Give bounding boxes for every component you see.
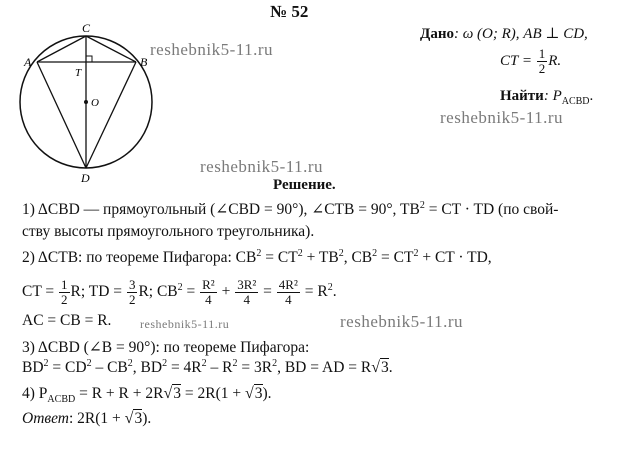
watermark: reshebnik5-11.ru	[340, 312, 464, 331]
fraction	[235, 278, 258, 307]
text: – CB	[91, 359, 128, 377]
given-ct	[500, 47, 561, 76]
frac-num: 4R²	[278, 277, 298, 292]
text: , CB	[343, 249, 373, 267]
sqrt-sign: √	[244, 385, 254, 402]
exp: 2	[201, 358, 207, 369]
exp: 2	[338, 248, 344, 259]
fraction	[127, 278, 138, 307]
text: ).	[262, 385, 272, 402]
text: = 2R(1 +	[181, 385, 245, 402]
frac-den: 4	[243, 292, 250, 307]
frac-den: 4	[205, 292, 212, 307]
subscript: ACBD	[47, 394, 76, 406]
text: : 2R(1 +	[68, 410, 125, 427]
solution-line-5: 3) ΔCBD (∠B = 90°): по теореме Пифагора:	[22, 339, 310, 356]
exp: 2	[272, 358, 278, 369]
text: =	[259, 283, 276, 301]
exp: 2	[127, 358, 133, 369]
text: 4) P	[22, 385, 48, 402]
given-text: : ω (O; R), AB ⊥ CD,	[453, 26, 588, 42]
right-angle-mark	[86, 56, 92, 62]
sqrt-arg: 3	[173, 385, 181, 402]
label-o: O	[91, 97, 99, 109]
label-t: T	[75, 67, 82, 79]
exp: 2	[256, 248, 262, 259]
solution-line-2	[22, 248, 492, 267]
exp: 2	[232, 358, 238, 369]
sqrt-sign: √	[124, 410, 134, 427]
label-d: D	[81, 171, 90, 185]
frac-den: 2	[61, 292, 68, 307]
sqrt-sign: √	[163, 385, 173, 402]
exp: 2	[43, 358, 49, 369]
label-b: B	[140, 55, 148, 69]
text: .	[388, 359, 393, 377]
frac-den: 4	[285, 292, 292, 307]
ct-prefix: CT =	[500, 52, 536, 69]
frac-num: 3	[128, 277, 136, 292]
exp: 2	[372, 248, 378, 259]
segment-ac	[37, 36, 86, 62]
solution-line-1b: ству высоты прямоугольного треугольника).	[22, 223, 315, 240]
text: R; TD =	[70, 283, 126, 301]
text: R; CB	[138, 283, 178, 301]
text: +	[217, 283, 235, 301]
center-point	[84, 100, 88, 104]
text: ).	[142, 410, 152, 427]
text: .	[332, 283, 337, 301]
solution-line-1	[22, 200, 558, 219]
sqrt-arg: 3	[254, 385, 263, 402]
text: = 4R	[167, 359, 202, 377]
watermark: reshebnik5-11.ru	[140, 317, 230, 331]
label-c: C	[82, 21, 91, 35]
watermark: reshebnik5-11.ru	[440, 108, 564, 127]
exp: 2	[177, 281, 183, 293]
text: = 3R	[237, 359, 273, 377]
text: =	[182, 283, 200, 301]
exp: 2	[86, 358, 92, 369]
ct-suffix: R.	[548, 52, 562, 69]
geometry-figure	[18, 20, 158, 190]
frac-den: 2	[128, 292, 136, 307]
problem-number: № 52	[270, 2, 309, 21]
answer-line	[22, 410, 151, 428]
find-label: Найти	[500, 88, 544, 104]
text: BD	[22, 359, 44, 377]
text: 1) ΔCBD — прямоугольный (∠CBD = 90°), ∠CTB = 90°, TB	[22, 201, 420, 219]
solution-line-4: AC = CB = R.	[22, 312, 112, 329]
find-end: .	[589, 88, 594, 104]
watermark: reshebnik5-11.ru	[150, 40, 274, 59]
sqrt-arg: 3	[381, 359, 389, 377]
text: = CT · TD (по свой-	[424, 201, 559, 219]
solution-line-6	[22, 358, 393, 377]
text: , BD	[132, 359, 163, 377]
text: , BD = AD = R	[277, 359, 372, 377]
exp: 2	[162, 358, 168, 369]
exp: 2	[419, 200, 425, 211]
find-text: : P	[543, 88, 562, 104]
text: = R	[300, 283, 328, 301]
frac-num: 1	[538, 46, 546, 61]
frac-num: 1	[61, 277, 68, 292]
frac-den: 2	[538, 61, 546, 76]
sqrt-sign: √	[371, 359, 381, 377]
solution-line-7	[22, 385, 272, 405]
text: = CT	[377, 249, 414, 267]
watermark: reshebnik5-11.ru	[200, 157, 324, 176]
text: = R + R + 2R	[75, 385, 164, 402]
given-block	[420, 24, 588, 43]
solution-heading: Решение.	[273, 177, 336, 193]
frac-num: 3R²	[237, 277, 257, 292]
text: + TB	[302, 249, 339, 267]
fraction	[277, 278, 300, 307]
find-block	[500, 88, 593, 107]
text: 2) ΔCTB: по теореме Пифагора: CB	[22, 249, 257, 267]
text: = CT	[261, 249, 298, 267]
text: + CT · TD,	[418, 249, 492, 267]
sqrt-arg: 3	[134, 410, 143, 427]
answer-label: Ответ	[22, 410, 69, 427]
exp: 2	[297, 248, 303, 259]
ct-fraction	[537, 47, 548, 76]
text: = CD	[48, 359, 87, 377]
exp: 2	[413, 248, 419, 259]
given-label: Дано	[420, 26, 454, 42]
frac-num: R²	[202, 277, 215, 292]
find-sub: ACBD	[561, 96, 590, 107]
label-a: A	[24, 55, 32, 69]
text: – R	[206, 359, 233, 377]
solution-line-3	[22, 278, 337, 307]
segment-cb	[86, 36, 136, 62]
fraction	[59, 278, 70, 307]
text: CT =	[22, 283, 59, 301]
fraction	[200, 278, 217, 307]
exp: 2	[327, 281, 333, 293]
